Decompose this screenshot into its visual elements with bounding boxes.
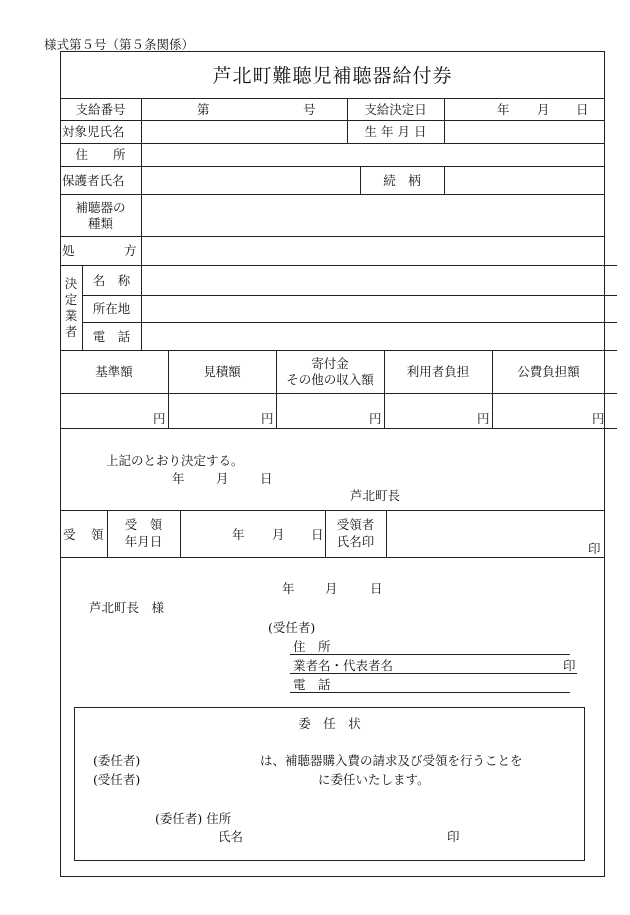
label-seinengappi: 生 年 月 日 [364,124,427,139]
label-gatsu: 月 [537,102,550,117]
label-kettei-4: 者 [64,324,78,339]
kettei-nen: 年 [172,471,185,486]
kettei-nichi: 日 [260,471,273,486]
label-hogosha-shimei: 保護者氏名 [62,173,125,188]
label-hochoki-no: 補聴器の [75,200,126,215]
form-number: 様式第５号（第５条関係） [44,37,195,52]
label-shikyu-bango: 支給番号 [75,102,126,117]
label-gyoshamei: 業者名・代表者名 [293,658,394,673]
label-juryo-2: 年月日 [124,534,163,549]
yen-2: 円 [261,411,274,426]
label-jusho: 住 所 [75,147,126,162]
yen-4: 円 [477,411,490,426]
label-kifukin: 寄付金 [311,356,349,371]
label-juninsha: (受任者) [268,620,316,635]
label-denwa2: 電 話 [293,677,331,692]
label-jusho2: 住 所 [293,639,331,654]
label-zokugara: 続 柄 [383,173,421,188]
yen-5: 円 [592,411,605,426]
kettei-gatsu: 月 [216,471,229,486]
request-nichi: 日 [370,581,383,596]
label-shozaichi: 所在地 [92,301,131,316]
label-ju: 受 [63,527,76,542]
label-shurui: 種類 [87,216,113,231]
label-nen: 年 [497,102,510,117]
juryo-nen: 年 [232,527,245,542]
label-juryo-1: 受 領 [124,517,163,532]
yen-1: 円 [153,411,166,426]
request-nen: 年 [282,581,295,596]
label-ininsha-jusho: (委任者) 住所 [155,811,232,826]
label-nichi: 日 [576,102,589,117]
ininjo-title: 委 任 状 [298,716,361,731]
label-ininsha: (委任者) [93,753,141,768]
label-kijungaku: 基準額 [95,364,133,379]
label-ho: 方 [124,243,137,258]
label-meisho: 名 称 [92,273,131,288]
label-dai: 第 [197,102,210,117]
label-denwa: 電 話 [92,329,131,344]
label-juninsha2: (受任者) [93,772,141,787]
label-go: 号 [303,102,316,117]
juninsha-text: に委任いたします。 [318,772,430,787]
kettei-text: 上記のとおり決定する。 [106,453,244,468]
label-kettei-3: 業 [64,308,78,323]
label-kettei-1: 決 [64,276,78,291]
label-kettei-2: 定 [64,292,78,307]
juryo-gatsu: 月 [272,527,285,542]
gyosha-seal-mark: 印 [563,658,576,673]
label-juryosha-1: 受領者 [336,517,375,532]
juryo-nichi: 日 [311,527,324,542]
label-sonota-shunyu: その他の収入額 [286,372,374,387]
label-sho: 処 [62,243,75,258]
label-juryosha-2: 氏名印 [336,534,375,549]
label-shimei: 氏名 [218,829,244,844]
label-mitsumorigaku: 見積額 [203,364,241,379]
ininsha-text: は、補聴器購入費の請求及び受領を行うことを [260,753,523,768]
chocho-signature: 芦北町長 [350,488,401,503]
label-ryo: 領 [91,527,104,542]
addressee: 芦北町長 様 [89,600,165,615]
ininsha-seal-mark: 印 [447,829,460,844]
label-riyosha-futan: 利用者負担 [406,364,470,379]
label-kohi-futangaku: 公費負担額 [517,364,580,379]
form-title: 芦北町難聴児補聴器給付券 [212,65,453,87]
label-shikyu-kettei-bi: 支給決定日 [364,102,427,117]
juryo-seal-mark: 印 [588,541,601,556]
request-gatsu: 月 [325,581,338,596]
yen-3: 円 [369,411,382,426]
label-taishoji-shimei: 対象児氏名 [62,124,125,139]
